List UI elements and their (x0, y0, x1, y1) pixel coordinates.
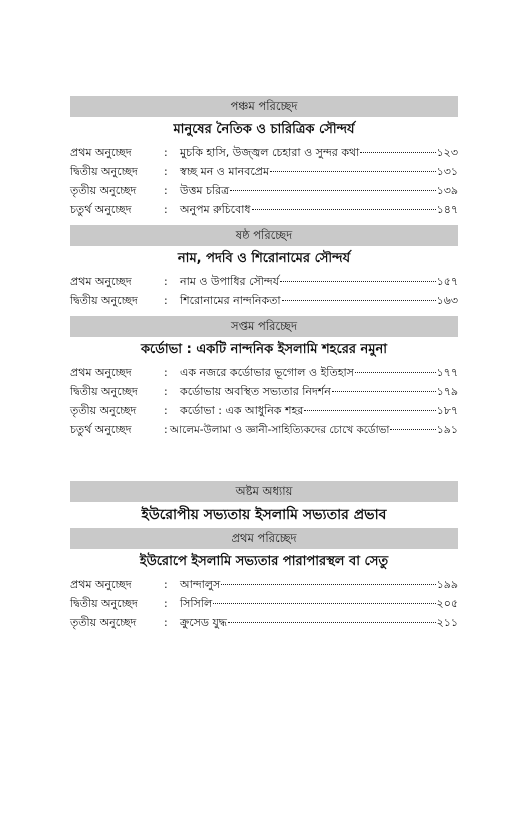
entry-page: ১৩৯ (436, 184, 458, 197)
entry-title: অনুপম রুচিবোধ (180, 203, 251, 216)
entry-colon: : (164, 165, 168, 178)
entry-page: ১৬৩ (436, 294, 458, 307)
entry-title: কর্ডোভায় অবস্থিত সভ্যতার নিদর্শন (180, 385, 331, 398)
dot-leader (304, 409, 435, 411)
entry-label: প্রথম অনুচ্ছেদ (70, 146, 132, 159)
entry-label: দ্বিতীয় অনুচ্ছেদ (70, 165, 138, 178)
entry-label: দ্বিতীয় অনুচ্ছেদ (70, 294, 138, 307)
entry-title: সিসিলি (180, 597, 213, 610)
entry-page: ১৭৯ (436, 385, 458, 398)
dot-leader (355, 371, 436, 373)
dot-leader (252, 208, 436, 210)
entry-colon: : (164, 404, 168, 417)
entry-colon: : (164, 366, 168, 379)
toc-entry[interactable] (70, 613, 458, 632)
section-band: ষষ্ঠ পরিচ্ছেদ (70, 225, 458, 246)
dot-leader (390, 428, 435, 430)
entry-title: নাম ও উপাধির সৌন্দর্য (180, 275, 280, 288)
toc-entry[interactable] (70, 594, 458, 613)
toc-entry[interactable] (70, 420, 458, 439)
toc-entry[interactable] (70, 575, 458, 594)
entry-page: ১৭৭ (436, 366, 458, 379)
entry-label: দ্বিতীয় অনুচ্ছেদ (70, 385, 138, 398)
entry-label: প্রথম অনুচ্ছেদ (70, 366, 132, 379)
entry-title: এক নজরে কর্ডোভার ভূগোল ও ইতিহাস (180, 366, 354, 379)
entry-page: ২০৫ (436, 597, 458, 610)
entry-label: চতুর্থ অনুচ্ছেদ (70, 423, 132, 436)
toc-entry[interactable] (70, 272, 458, 291)
section-heading: মানুষের নৈতিক ও চারিত্রিক সৌন্দর্য (173, 122, 355, 137)
section-heading: নাম, পদবি ও শিরোনামের সৌন্দর্য (177, 251, 351, 266)
entry-colon: : (164, 294, 168, 307)
dot-leader (228, 621, 436, 623)
entry-page: ১৩১ (436, 165, 458, 178)
dot-leader (360, 151, 435, 153)
dot-leader (221, 583, 435, 585)
table-of-contents (70, 96, 458, 632)
toc-entry[interactable] (70, 382, 458, 401)
entry-label: দ্বিতীয় অনুচ্ছেদ (70, 597, 138, 610)
toc-entry[interactable] (70, 200, 458, 219)
entry-colon: : (164, 203, 168, 216)
toc-entry[interactable] (70, 363, 458, 382)
toc-entry[interactable] (70, 291, 458, 310)
entry-label: তৃতীয় অনুচ্ছেদ (70, 404, 137, 417)
toc-entry[interactable] (70, 162, 458, 181)
entry-colon: : (164, 275, 168, 288)
section-band: প্রথম পরিচ্ছেদ (70, 528, 458, 549)
dot-leader (280, 280, 435, 282)
section-band: সপ্তম পরিচ্ছেদ (70, 316, 458, 337)
entry-label: প্রথম অনুচ্ছেদ (70, 275, 132, 288)
dot-leader (270, 170, 435, 172)
entry-title: ক্রুসেড যুদ্ধ (180, 616, 227, 629)
section-band: পঞ্চম পরিচ্ছেদ (70, 96, 458, 117)
dot-leader (213, 602, 435, 604)
entry-title: শিরোনামের নান্দনিকতা (180, 294, 281, 307)
toc-entry[interactable] (70, 181, 458, 200)
entry-colon: : (164, 578, 168, 591)
entry-page: ১৯১ (436, 423, 458, 436)
entry-colon: : (164, 616, 168, 629)
entry-title: মুচকি হাসি, উজ্জ্বল চেহারা ও সুন্দর কথা (180, 146, 360, 159)
entry-page: ১৪৭ (436, 203, 458, 216)
entry-colon: : (164, 146, 168, 159)
entry-label: তৃতীয় অনুচ্ছেদ (70, 616, 137, 629)
entry-colon: : (164, 385, 168, 398)
entry-page: ১২৩ (436, 146, 458, 159)
dot-leader (282, 299, 436, 301)
entry-label: চতুর্থ অনুচ্ছেদ (70, 203, 132, 216)
entry-title: স্বচ্ছ মন ও মানবপ্রেম (180, 165, 270, 178)
entry-page: ২১১ (436, 616, 458, 629)
entry-label: প্রথম অনুচ্ছেদ (70, 578, 132, 591)
entry-page: ১৯৯ (436, 578, 458, 591)
entry-title: উত্তম চরিত্র (180, 184, 230, 197)
chapter-band: অষ্টম অধ্যায় (70, 481, 458, 502)
chapter-heading: ইউরোপীয় সভ্যতায় ইসলামি সভ্যতার প্রভাব (141, 507, 387, 523)
entry-title: আলেম-উলামা ও জ্ঞানী-সাহিত্যিকদের চোখে কর্ডোভা (170, 424, 390, 436)
section-heading: ইউরোপে ইসলামি সভ্যতার পারাপারস্থল বা সেতু (139, 554, 389, 569)
section-heading: কর্ডোভা : একটি নান্দনিক ইসলামি শহরের নমুনা (140, 342, 388, 357)
entry-page: ১৫৭ (436, 275, 458, 288)
entry-label: তৃতীয় অনুচ্ছেদ (70, 184, 137, 197)
entry-colon: : (164, 423, 168, 436)
entry-title: কর্ডোভা : এক আধুনিক শহর (180, 404, 304, 417)
entry-colon: : (164, 597, 168, 610)
entry-colon: : (164, 184, 168, 197)
toc-entry[interactable] (70, 143, 458, 162)
toc-entry[interactable] (70, 401, 458, 420)
dot-leader (230, 189, 435, 191)
entry-page: ১৮৭ (436, 404, 458, 417)
entry-title: আন্দালুস (180, 578, 221, 591)
dot-leader (332, 390, 436, 392)
